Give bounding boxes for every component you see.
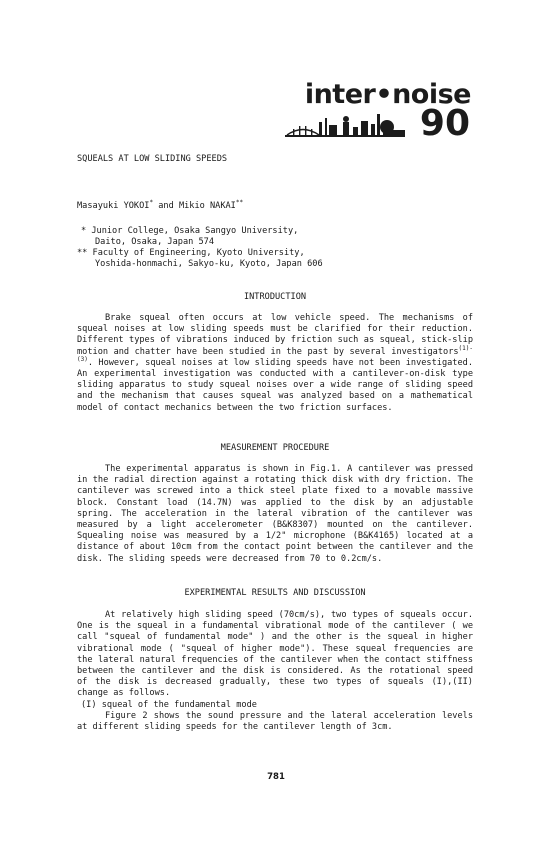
author-name-2: Mikio NAKAI <box>178 201 236 211</box>
introduction-paragraph <box>77 313 473 414</box>
figure2-text: Figure 2 shows the sound pressure and the lateral acceleration levels at different sliding speeds for the cantilever length of 3cm. <box>77 711 473 733</box>
author-mark-2: ** <box>235 199 244 206</box>
affiliation-2-address: Yoshida-honmachi, Sakyo-ku, Kyoto, Japan 606 <box>95 259 323 269</box>
results-heading: EXPERIMENTAL RESULTS AND DISCUSSION <box>184 588 366 598</box>
affiliation-2: ** Faculty of Engineering, Kyoto University, <box>77 248 305 258</box>
subheading-fundamental-mode: (I) squeal of the fundamental mode <box>81 700 257 710</box>
page-number: 781 <box>267 772 285 782</box>
author-and: and <box>153 201 179 211</box>
author-name-1: Masayuki YOKOI <box>77 201 150 211</box>
intro-reference: (1)-(3) <box>77 344 473 363</box>
intro-text-b: . However, squeal noises at low sliding speeds have not been investigated. An experimental investigation was conducted with a cantilever-on-disk type sliding apparatus to study squeal noises over a wide range of sliding speed and the mechanism that causes squeal was analyzed based on a mathematical model of contact mechanics between the two friction surfaces. <box>77 357 473 413</box>
introduction-heading: INTRODUCTION <box>243 292 307 302</box>
intro-text-a: Brake squeal often occurs at low vehicle speed. The mechanisms of squeal noises at low sliding speeds must be clarified for their reduction. Different types of vibrations induced by friction such as squeal, stick-slip motion and chatter have been studied in the past by several investigators <box>77 313 473 357</box>
author-line <box>77 201 243 212</box>
results-text: At relatively high sliding speed (70cm/s), two types of squeals occur. One is the squeal in a fundamental vibrational mode of the cantilever ( we call "squeal of fundamental mode" ) and the other is the squeal in higher vibrational mode ( "squeal of higher mode"). These squeal frequencies are the lateral natural frequencies of the cantilever when the contact stiffness between the cantilever and the disk is considered. As the rotational speed of the disk is decreased gradually, these two types of squeals (I),(II) change as follows. <box>77 610 473 699</box>
measurement-heading: MEASUREMENT PROCEDURE <box>220 443 330 453</box>
logo-word: inter•noise <box>304 79 471 110</box>
figure2-paragraph <box>77 711 473 733</box>
logo-year: 90 <box>419 103 470 144</box>
internoise-90-logo <box>283 80 473 144</box>
affiliation-1: * Junior College, Osaka Sangyo University, <box>81 226 299 236</box>
results-paragraph <box>77 610 473 700</box>
measurement-text: The experimental apparatus is shown in Fig.1. A cantilever was pressed in the radial direction against a rotating thick disk with dry friction. The cantilever was screwed into a thick steel plate fixed to a movable massive block. Constant load (14.7N) was applied to the disk by an adjustable spring. The acceleration in the lateral vibration of the cantilever was measured by a light accelerometer (B&K8307) mounted on the cantilever. Squealing noise was measured by a 1/2" microphone (B&K4165) located at a distance of about 10cm from the contact point between the cantilever and the disk. The sliding speeds were decreased from 70 to 0.2cm/s. <box>77 464 473 564</box>
measurement-paragraph <box>77 464 473 565</box>
author-mark-1: * <box>149 199 154 206</box>
paper-title: SQUEALS AT LOW SLIDING SPEEDS <box>77 154 228 164</box>
affiliation-1-address: Daito, Osaka, Japan 574 <box>95 237 214 247</box>
